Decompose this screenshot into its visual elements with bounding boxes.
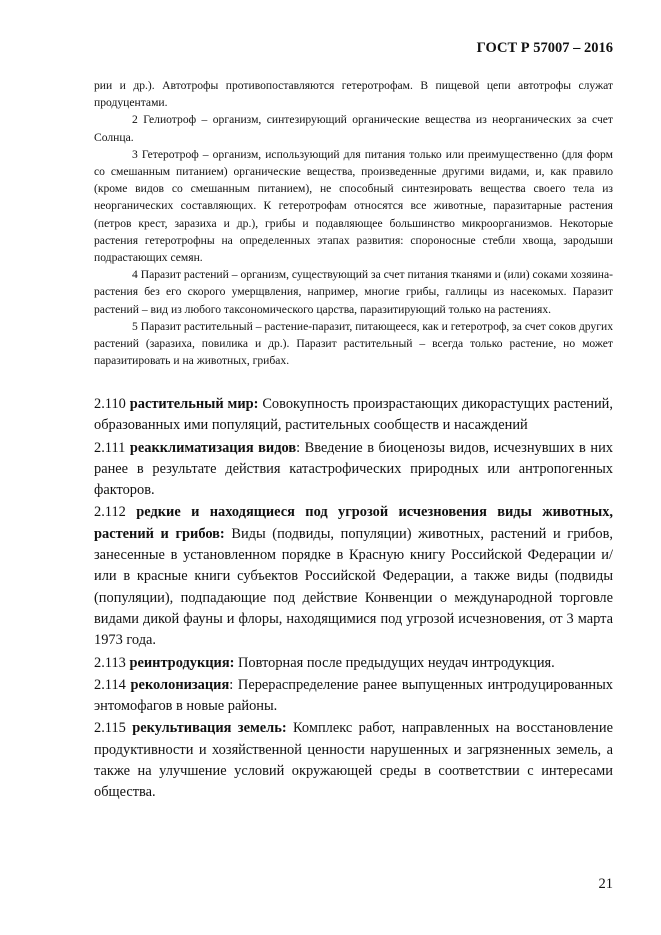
- term-number: 2.112: [94, 504, 126, 521]
- term-number: 2.113: [94, 654, 126, 671]
- term-number: 2.115: [94, 720, 126, 737]
- note-continuation: рии и др.). Автотрофы противопоставляются гетеротрофам. В пищевой цепи автотрофы служат продуцентами.: [94, 79, 613, 110]
- term-number: 2.114: [94, 676, 126, 693]
- term-definition: : Перераспределение ранее выпущенных интродуцированных энтомофагов в новые районы.: [94, 676, 613, 715]
- page-number: 21: [598, 876, 613, 892]
- term-definition: Совокупность произрастающих дикорастущих растений, образованных ими популяций, растительных сообществ и насаждений: [94, 396, 613, 434]
- term-title: растительный мир:: [129, 396, 259, 412]
- term-entry: [94, 718, 613, 803]
- term-definition: : Введение в биоценозы видов, исчезнувших в них ранее в результате действия катастрофических природных или антропогенных факторов.: [94, 439, 613, 499]
- notes-block: [94, 77, 613, 369]
- note-3: 3 Гетеротроф – организм, использующий для питания только или преимущественно (для форм со смешанным питанием) органические вещества, произведенные другими видами, и, как правило (кроме видов со смешанным питанием), не способный синтезировать вещества своего тела из неорганических составляющих. К гетеротрофам относятся все животные, паразитарные растения (петров крест, заразиха и др.), грибы и подавляющее большинство микроорганизмов. Некоторые растения гетеротрофны на определенных этапах развития: спороносные стебли хвоща, зародыши подрастающих семян.: [94, 147, 613, 265]
- note-2: 2 Гелиотроф – организм, синтезирующий органические вещества из неорганических за счет Солнца.: [94, 113, 613, 144]
- term-entry: [94, 653, 613, 674]
- term-title: реакклиматизация видов: [129, 439, 297, 456]
- note-4: 4 Паразит растений – организм, существующий за счет питания тканями и (или) соками хозяина-растения без его скорого умерщвления, например, многие грибы, галлицы из насекомых. Паразит растений – вид из любого таксономического царства, паразитирующий только на растениях.: [94, 268, 613, 316]
- term-definition: Повторная после предыдущих неудач интродукция.: [238, 654, 555, 671]
- term-number: 2.111: [94, 439, 126, 456]
- term-entry: [94, 502, 613, 651]
- term-definition: Виды (подвиды, популяции) животных, растений и грибов, занесенные в установленном порядке в Красную книгу Российской Федерации и/или в красные книги субъектов Российской Федерации, а также виды (подвиды (популяции), подпадающие под действие Конвенции о международной торговле видами дикой фауны и флоры, находящимися под угрозой исчезновения, от 3 марта 1973 года.: [94, 525, 613, 649]
- term-title: редкие и находящиеся под угрозой исчезновения виды животных, растений и грибов:: [94, 504, 613, 542]
- term-title: реколонизация: [130, 676, 230, 693]
- terms-block: [94, 394, 613, 805]
- term-definition: Комплекс работ, направленных на восстановление продуктивности и хозяйственной ценности нарушенных и загрязненных земель, а также на улучшение условий окружающей среды в соответствии с интересами общества.: [94, 720, 613, 801]
- term-entry: [94, 438, 613, 502]
- term-title: рекультивация земель:: [132, 720, 287, 737]
- term-entry: [94, 394, 613, 437]
- term-title: реинтродукция:: [129, 654, 235, 671]
- note-5: 5 Паразит растительный – растение-паразит, питающееся, как и гетеротроф, за счет соков других растений (заразиха, повилика и др.). Паразит растительный – всегда только растение, но может паразитировать и на животных, грибах.: [94, 319, 613, 368]
- standard-header: ГОСТ Р 57007 – 2016: [476, 40, 613, 56]
- term-number: 2.110: [94, 396, 126, 412]
- term-entry: [94, 675, 613, 718]
